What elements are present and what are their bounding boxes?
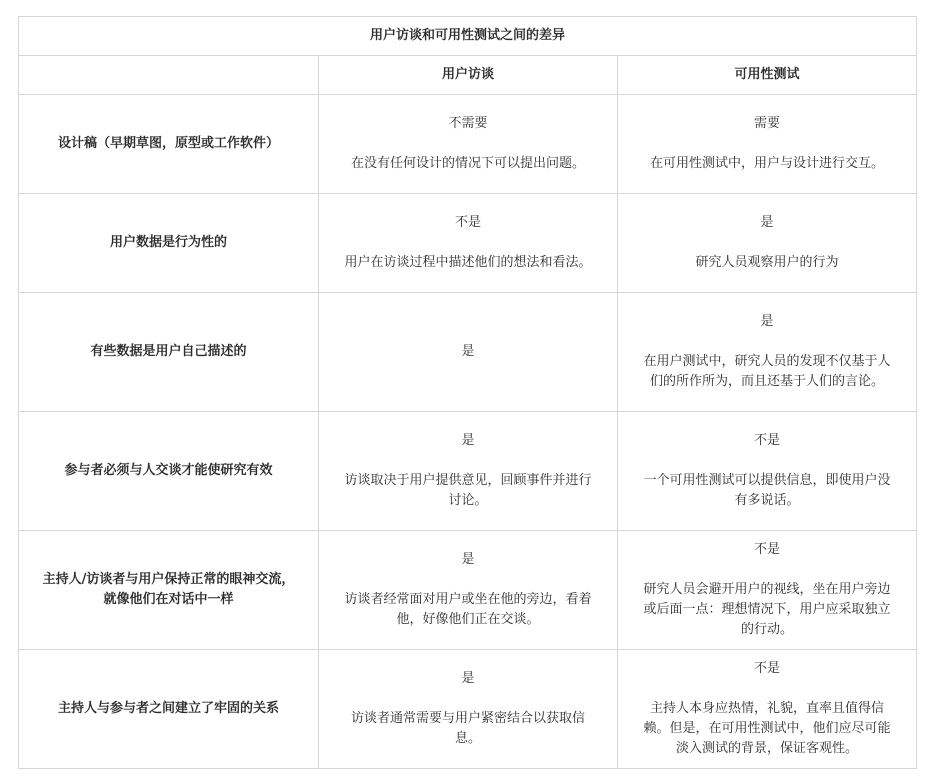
interview-answer: 不需要 [448, 116, 488, 131]
usability-answer: 不是 [753, 433, 780, 448]
interview-cell [319, 95, 618, 194]
header-usability: 可用性测试 [618, 56, 917, 95]
usability-cell [618, 194, 917, 293]
interview-answer: 是 [461, 433, 475, 448]
usability-cell [618, 650, 917, 769]
interview-answer: 不是 [454, 215, 481, 230]
usability-detail: 研究人员会避开用户的视线，坐在用户旁边或后面一点：理想情况下，用户应采取独立的行动。 [643, 582, 891, 637]
header-row [19, 56, 917, 95]
usability-answer: 是 [760, 314, 774, 329]
interview-cell [319, 194, 618, 293]
usability-detail: 一个可用性测试可以提供信息，即使用户没有多说话。 [643, 473, 891, 508]
usability-answer: 不是 [753, 542, 780, 557]
interview-cell [319, 531, 618, 650]
interview-cell [319, 650, 618, 769]
usability-answer: 是 [760, 215, 774, 230]
usability-cell [618, 412, 917, 531]
interview-answer: 是 [461, 344, 475, 359]
header-interview: 用户访谈 [319, 56, 618, 95]
row-criterion: 用户数据是行为性的 [19, 194, 319, 293]
interview-answer: 是 [461, 671, 475, 686]
header-criterion [19, 56, 319, 95]
table-row [19, 412, 917, 531]
usability-cell [618, 531, 917, 650]
interview-detail: 访谈取决于用户提供意见，回顾事件并进行讨论。 [344, 473, 592, 508]
row-criterion: 主持人/访谈者与用户保持正常的眼神交流，就像他们在对话中一样 [19, 531, 319, 650]
table-row [19, 194, 917, 293]
usability-detail: 在可用性测试中，用户与设计进行交互。 [649, 156, 884, 171]
usability-detail: 研究人员观察用户的行为 [695, 255, 839, 270]
usability-detail: 在用户测试中，研究人员的发现不仅基于人们的所作所为，而且还基于人们的言论。 [643, 354, 891, 389]
interview-detail: 访谈者经常面对用户或坐在他的旁边，看着他，好像他们正在交谈。 [344, 592, 592, 627]
usability-detail: 主持人本身应热情，礼貌，直率且值得信赖。但是，在可用性测试中，他们应尽可能淡入测试的背景，保证客观性。 [643, 701, 891, 756]
row-criterion: 主持人与参与者之间建立了牢固的关系 [19, 650, 319, 769]
usability-answer: 不是 [753, 661, 780, 676]
interview-detail: 用户在访谈过程中描述他们的想法和看法。 [344, 255, 592, 270]
title-row [19, 17, 917, 56]
row-criterion: 有些数据是用户自己描述的 [19, 293, 319, 412]
table-row [19, 531, 917, 650]
usability-cell [618, 95, 917, 194]
interview-detail: 访谈者通常需要与用户紧密结合以获取信息。 [350, 711, 585, 746]
row-criterion: 参与者必须与人交谈才能使研究有效 [19, 412, 319, 531]
usability-cell [618, 293, 917, 412]
interview-answer: 是 [461, 552, 475, 567]
table-row [19, 293, 917, 412]
interview-cell [319, 293, 618, 412]
comparison-table [18, 16, 917, 769]
interview-cell [319, 412, 618, 531]
row-criterion: 设计稿（早期草图，原型或工作软件） [19, 95, 319, 194]
table-title: 用户访谈和可用性测试之间的差异 [19, 17, 917, 56]
table-row [19, 650, 917, 769]
interview-detail: 在没有任何设计的情况下可以提出问题。 [350, 156, 585, 171]
table-row [19, 95, 917, 194]
usability-answer: 需要 [753, 116, 780, 131]
